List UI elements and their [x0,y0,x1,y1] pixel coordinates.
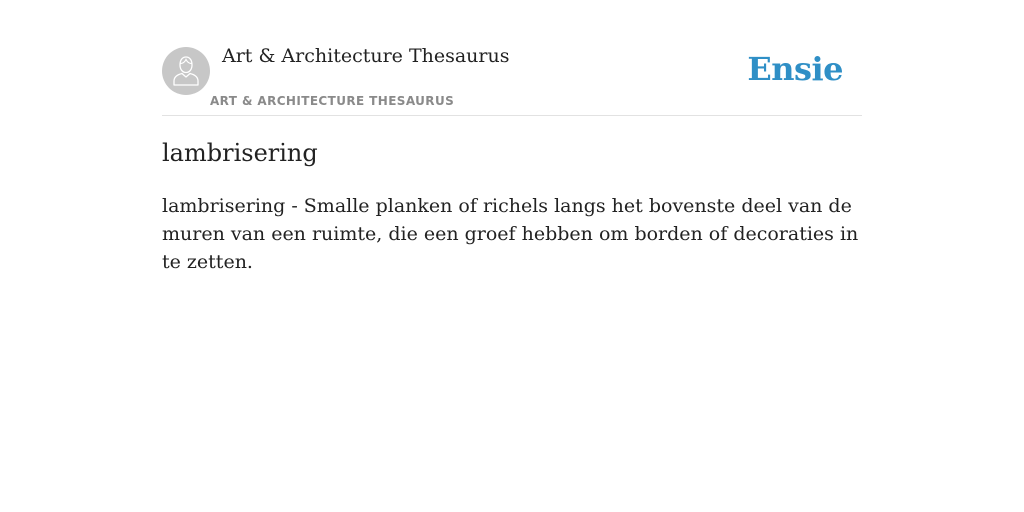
user-silhouette-icon [172,56,200,86]
author-avatar[interactable] [162,47,210,95]
term-title: lambrisering [162,139,318,167]
source-label[interactable]: ART & ARCHITECTURE THESAURUS [210,94,455,108]
term-definition: lambrisering - Smalle planken of richels langs het bovenste deel van de muren van een ruimte, die een groef hebben om borden of decoraties in te zetten. [162,195,859,273]
ensie-logo[interactable]: Ensie [747,50,843,88]
entry-header [162,40,862,116]
author-name[interactable]: Art & Architecture Thesaurus [222,45,510,67]
